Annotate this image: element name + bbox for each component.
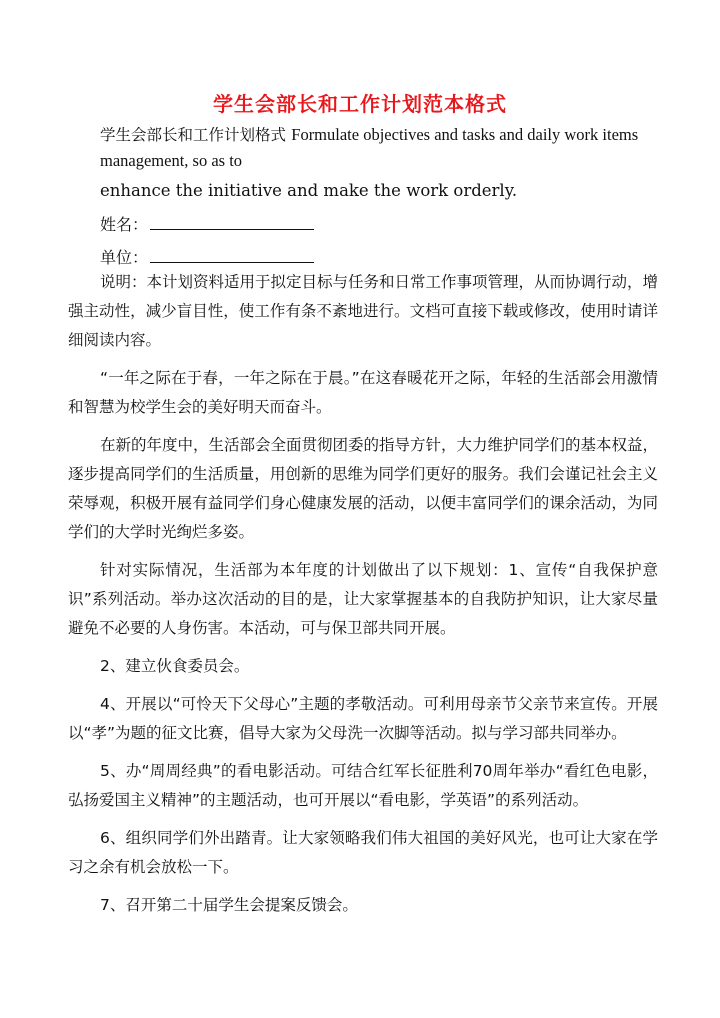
paragraph-plan-2: 2、建立伙食委员会。 — [100, 657, 250, 675]
intro-cn-label: 学生会部长和工作计划格式 — [100, 126, 287, 144]
paragraph-plan-6: 6、组织同学们外出踏青。让大家领略我们伟大祖国的美好风光，也可让大家在学习之余有机会放松一下。 — [68, 829, 658, 876]
unit-field — [100, 245, 314, 268]
paragraph-plan-7: 7、召开第二十届学生会提案反馈会。 — [100, 896, 358, 914]
name-label: 姓名： — [100, 215, 149, 234]
paragraph-goals: 在新的年度中，生活部会全面贯彻团委的指导方针，大力维护同学们的基本权益，逐步提高同学们的生活质量，用创新的思维为同学们更好的服务。我们会谨记社会主义荣辱观，积极开展有益同学们身心健康发展的活动，以便丰富同学们的课余活动，为同学们的大学时光绚烂多姿。 — [68, 436, 659, 541]
paragraph-plan-4: 4、开展以“可怜天下父母心”主题的孝敬活动。可利用母亲节父亲节来宣传。开展以“孝”为题的征文比赛，倡导大家为父母洗一次脚等活动。拟与学习部共同举办。 — [68, 695, 658, 742]
name-blank-line — [150, 215, 314, 230]
unit-blank-line — [150, 248, 314, 263]
document-body — [68, 268, 658, 929]
intro-block — [68, 122, 658, 204]
paragraph-description: 说明：本计划资料适用于拟定目标与任务和日常工作事项管理，从而协调行动，增强主动性，减少盲目性，使工作有条不紊地进行。文档可直接下载或修改，使用时请详细阅读内容。 — [68, 273, 659, 349]
name-field — [100, 212, 314, 235]
intro-line — [68, 122, 658, 174]
intro-en-part1: Formulate objectives and tasks and daily work items management, so as to — [100, 125, 639, 170]
intro-en-part2: enhance the initiative and make the work orderly. — [100, 181, 518, 200]
paragraph-plan-5: 5、办“周周经典”的看电影活动。可结合红军长征胜利70周年举办“看红色电影，弘扬爱国主义精神”的主题活动，也可开展以“看电影，学英语”的系列活动。 — [68, 762, 658, 809]
paragraph-opening: “一年之际在于春，一年之际在于晨。”在这春暖花开之际，年轻的生活部会用激情和智慧为校学生会的美好明天而奋斗。 — [68, 369, 658, 416]
document-title: 学生会部长和工作计划范本格式 — [213, 92, 507, 116]
paragraph-plan-1: 针对实际情况，生活部为本年度的计划做出了以下规划：1、宣传“自我保护意识”系列活动。举办这次活动的目的是，让大家掌握基本的自我防护知识，让大家尽量避免不必要的人身伤害。本活动，可与保卫部共同开展。 — [68, 561, 658, 637]
unit-label: 单位： — [100, 248, 149, 267]
